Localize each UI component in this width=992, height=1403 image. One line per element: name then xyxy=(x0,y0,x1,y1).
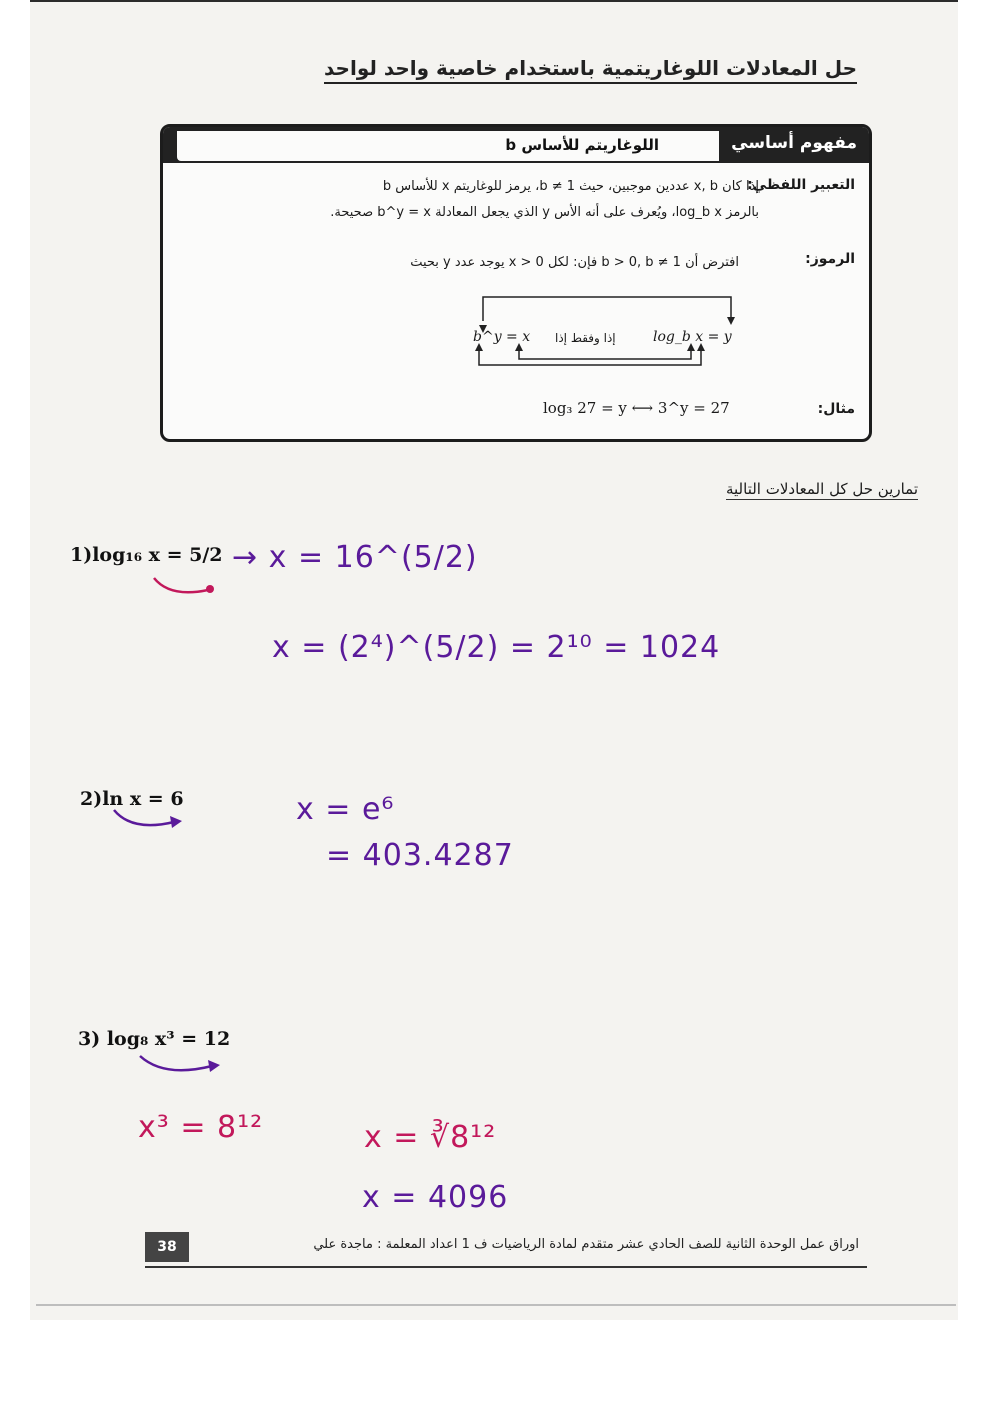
key-concept-label: مفهوم أساسي xyxy=(731,133,857,153)
handwritten-step-2a: x = e⁶ xyxy=(296,792,395,827)
page-footer xyxy=(145,1228,867,1268)
handwritten-step-1a: → x = 16^(5/2) xyxy=(232,540,478,575)
example-equation: log₃ 27 = y ⟷ 3^y = 27 xyxy=(543,399,730,417)
curved-arrow-icon xyxy=(150,574,220,600)
page-number: 38 xyxy=(145,1232,189,1262)
problem-2: 2)ln x = 6 xyxy=(80,788,184,810)
handwritten-step-3b: x = ∛8¹² xyxy=(364,1120,497,1155)
verbal-label: التعبير اللفظي: xyxy=(747,177,855,193)
curved-arrow-icon xyxy=(136,1052,222,1078)
page-title: حل المعادلات اللوغاريتمية باستخدام خاصية واحد لواحد xyxy=(324,56,857,84)
exercises-title: تمارين حل كل المعادلات التالية xyxy=(725,480,918,498)
iff-diagram xyxy=(463,295,743,375)
diagram-exponential-form: b^y = x xyxy=(473,329,531,345)
footer-text: اوراق عمل الوحدة الثانية للصف الحادي عشر متقدم لمادة الرياضيات ف 1 اعداد المعلمة : ماجدة علي xyxy=(313,1237,859,1252)
symbols-text: افترض أن b > 0, b ≠ 1 فإن: لكل x > 0 يوجد عدد y بحيث xyxy=(410,255,739,270)
handwritten-step-3a: x³ = 8¹² xyxy=(138,1110,264,1145)
handwritten-step-3c: x = 4096 xyxy=(362,1180,509,1215)
key-concept-box xyxy=(160,124,872,442)
verbal-line-2: بالرمز log_b x، ويُعرف على أنه الأس y الذي يجعل المعادلة b^y = x صحيحة. xyxy=(330,205,759,220)
symbols-label: الرموز: xyxy=(805,251,855,267)
handwritten-step-1b: x = (2⁴)^(5/2) = 2¹⁰ = 1024 xyxy=(272,630,721,665)
page-edge xyxy=(36,1304,956,1306)
problem-3: 3) log₈ x³ = 12 xyxy=(78,1028,231,1050)
problem-1: 1)log₁₆ x = 5/2 xyxy=(70,544,223,566)
curved-arrow-icon xyxy=(110,806,184,832)
key-concept-subtitle: اللوغاريتم للأساس b xyxy=(505,136,659,154)
diagram-iff-label: إذا وفقط إذا xyxy=(555,331,616,345)
handwritten-step-2b: = 403.4287 xyxy=(326,838,514,873)
diagram-log-form: log_b x = y xyxy=(653,329,732,345)
example-label: مثال: xyxy=(817,401,855,417)
verbal-line-1: إذا كان x, b عددين موجبين، حيث b ≠ 1، يرمز للوغاريتم x للأساس b xyxy=(382,179,759,194)
